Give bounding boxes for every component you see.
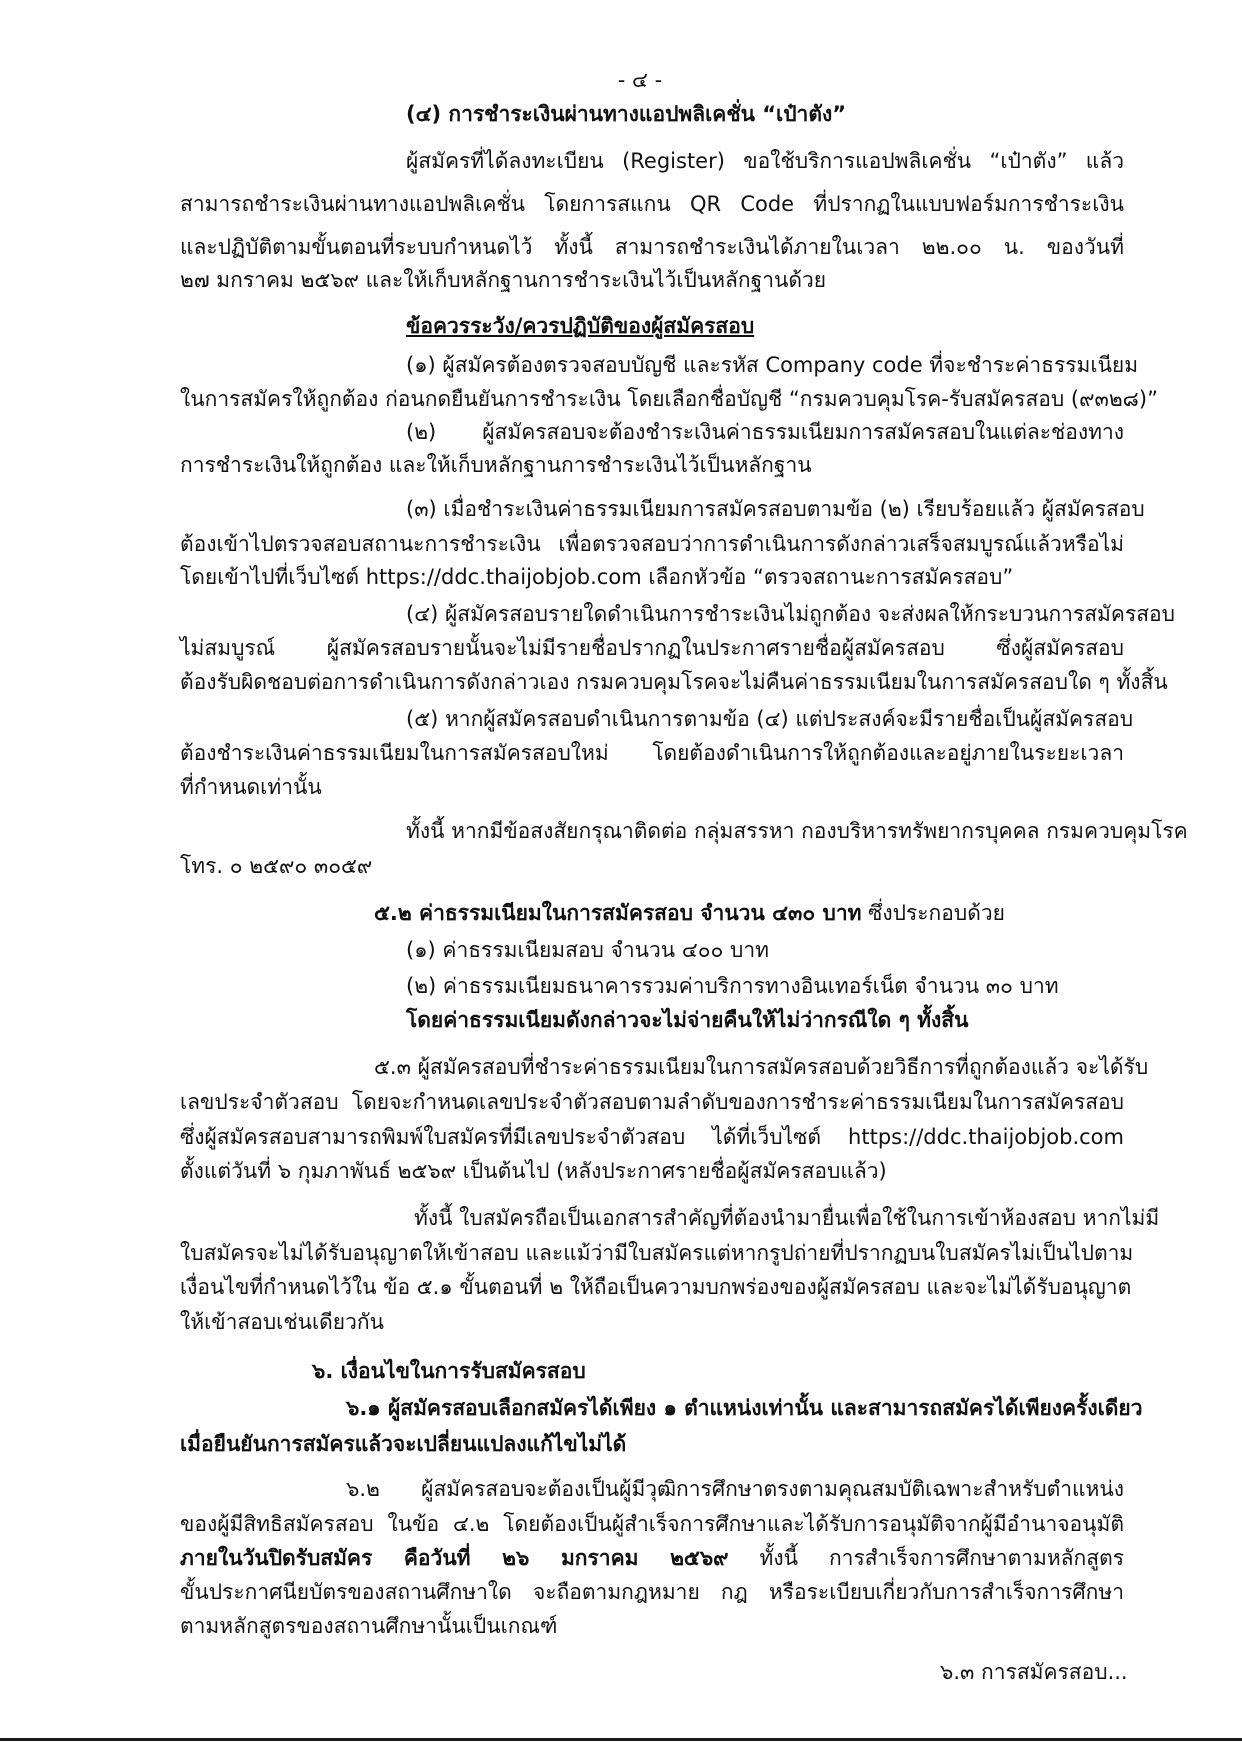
fee-heading-bold: ๕.๒ ค่าธรรมเนียมในการสมัครสอบ จำนวน ๔๓๐ บาท: [374, 901, 862, 925]
fee-heading-rest: ซึ่งประกอบด้วย: [861, 901, 1005, 925]
caution-line: ที่กำหนดเท่านั้น: [180, 775, 322, 799]
conditions-heading: ๖. เงื่อนไขในการรับสมัครสอบ: [312, 1359, 586, 1383]
cautions-heading: ข้อควรระวัง/ควรปฏิบัติของผู้สมัครสอบ: [406, 314, 755, 338]
fee-item: (๑) ค่าธรรมเนียมสอบ จำนวน ๔๐๐ บาท: [406, 938, 770, 962]
application-doc-line: ทั้งนี้ ใบสมัครถือเป็นเอกสารสำคัญที่ต้องนำมายื่นเพื่อใช้ในการเข้าห้องสอบ หากไม่มี: [414, 1206, 1160, 1230]
bottom-border-line: [0, 1738, 1242, 1741]
contact-line: ทั้งนี้ หากมีข้อสงสัยกรุณาติดต่อ กลุ่มสรรหา กองบริหารทรัพยากรบุคคล กรมควบคุมโรค: [406, 819, 1188, 843]
caution-line: การชำระเงินให้ถูกต้อง และให้เก็บหลักฐานการชำระเงินไว้เป็นหลักฐาน: [180, 453, 812, 477]
application-doc-line: ให้เข้าสอบเช่นเดียวกัน: [180, 1310, 384, 1334]
caution-line: (๓) เมื่อชำระเงินค่าธรรมเนียมการสมัครสอบตามข้อ (๒) เรียบร้อยแล้ว ผู้สมัครสอบ: [406, 497, 1145, 521]
paragraph-line: ผู้สมัครที่ได้ลงทะเบียน (Register) ขอใช้บริการแอปพลิเคชั่น “เป๋าตัง” แล้ว: [406, 149, 1124, 173]
closing-date-bold: ภายในวันปิดรับสมัคร คือวันที่ ๒๖ มกราคม ๒๕๖๙: [180, 1546, 729, 1570]
condition-line: ขั้นประกาศนียบัตรของสถานศึกษาใด จะถือตามกฎหมาย กฎ หรือระเบียบเกี่ยวกับการสำเร็จการศึกษา: [180, 1580, 1124, 1604]
continuation-marker: ๖.๓ การสมัครสอบ...: [940, 1660, 1128, 1684]
condition-line: ตามหลักสูตรของสถานศึกษานั้นเป็นเกณฑ์: [180, 1614, 558, 1638]
exam-id-line: ๕.๓ ผู้สมัครสอบที่ชำระค่าธรรมเนียมในการสมัครสอบด้วยวิธีการที่ถูกต้องแล้ว จะได้รับ: [374, 1055, 1149, 1079]
fee-note: โดยค่าธรรมเนียมดังกล่าวจะไม่จ่ายคืนให้ไม่ว่ากรณีใด ๆ ทั้งสิ้น: [406, 1008, 969, 1032]
exam-id-line: ซึ่งผู้สมัครสอบสามารถพิมพ์ใบสมัครที่มีเลขประจำตัวสอบ ได้ที่เว็บไซต์ https://ddc.thaijobjob.com: [180, 1125, 1124, 1149]
page-number: - ๔ -: [617, 68, 663, 92]
exam-id-line: เลขประจำตัวสอบ โดยจะกำหนดเลขประจำตัวสอบตามลำดับของการชำระค่าธรรมเนียมในการสมัครสอบ: [180, 1090, 1124, 1114]
condition-line: [180, 1542, 1124, 1574]
condition-line: เมื่อยืนยันการสมัครแล้วจะเปลี่ยนแปลงแก้ไขไม่ได้: [180, 1432, 627, 1456]
section-heading-paotang: (๔) การชำระเงินผ่านทางแอปพลิเคชั่น “เป๋าตัง”: [406, 102, 847, 126]
application-doc-line: ใบสมัครจะไม่ได้รับอนุญาตให้เข้าสอบ และแม้ว่ามีใบสมัครแต่หากรูปถ่ายที่ปรากฏบนใบสมัครไม่เป็นไปตาม: [180, 1241, 1134, 1265]
caution-line: ในการสมัครให้ถูกต้อง ก่อนกดยืนยันการชำระเงิน โดยเลือกชื่อบัญชี “กรมควบคุมโรค-รับสมัครสอบ (๙๓๒๘)”: [180, 387, 1158, 411]
condition-line: ๖.๑ ผู้สมัครสอบเลือกสมัครได้เพียง ๑ ตำแหน่งเท่านั้น และสามารถสมัครได้เพียงครั้งเดียว: [346, 1396, 1143, 1420]
contact-phone: โทร. ๐ ๒๕๙๐ ๓๐๕๙: [180, 854, 373, 878]
caution-line: (๒) ผู้สมัครสอบจะต้องชำระเงินค่าธรรมเนียมการสมัครสอบในแต่ละช่องทาง: [406, 420, 1124, 444]
caution-line: (๔) ผู้สมัครสอบรายใดดำเนินการชำระเงินไม่ถูกต้อง จะส่งผลให้กระบวนการสมัครสอบ: [406, 602, 1175, 626]
condition-text: ทั้งนี้ การสำเร็จการศึกษาตามหลักสูตร: [728, 1546, 1125, 1570]
application-doc-line: เงื่อนไขที่กำหนดไว้ใน ข้อ ๕.๑ ขั้นตอนที่ ๒ ให้ถือเป็นความบกพร่องของผู้สมัครสอบ และจะไม่ได้รับอนุญาต: [180, 1275, 1132, 1299]
caution-line: ต้องเข้าไปตรวจสอบสถานะการชำระเงิน เพื่อตรวจสอบว่าการดำเนินการดังกล่าวเสร็จสมบูรณ์แล้วหรือไม่: [180, 532, 1124, 556]
fee-item: (๒) ค่าธรรมเนียมธนาคารรวมค่าบริการทางอินเทอร์เน็ต จำนวน ๓๐ บาท: [406, 974, 1059, 998]
condition-line: ๖.๒ ผู้สมัครสอบจะต้องเป็นผู้มีวุฒิการศึกษาตรงตามคุณสมบัติเฉพาะสำหรับตำแหน่ง: [346, 1477, 1124, 1501]
caution-line: (๑) ผู้สมัครต้องตรวจสอบบัญชี และรหัส Company code ที่จะชำระค่าธรรมเนียม: [406, 353, 1139, 377]
caution-line: ต้องรับผิดชอบต่อการดำเนินการดังกล่าวเอง กรมควบคุมโรคจะไม่คืนค่าธรรมเนียมในการสมัครสอบใด ๆ ทั้งสิ้น: [180, 670, 1168, 694]
caution-line: โดยเข้าไปที่เว็บไซต์ https://ddc.thaijobjob.com เลือกหัวข้อ “ตรวจสถานะการสมัครสอบ”: [180, 565, 1014, 589]
caution-line: ต้องชำระเงินค่าธรรมเนียมในการสมัครสอบใหม่ โดยต้องดำเนินการให้ถูกต้องและอยู่ภายในระยะเวลา: [180, 741, 1124, 765]
fee-heading: [374, 897, 1005, 929]
paragraph-line: ๒๗ มกราคม ๒๕๖๙ และให้เก็บหลักฐานการชำระเงินไว้เป็นหลักฐานด้วย: [180, 268, 827, 292]
caution-line: (๕) หากผู้สมัครสอบดำเนินการตามข้อ (๔) แต่ประสงค์จะมีรายชื่อเป็นผู้สมัครสอบ: [406, 707, 1134, 731]
exam-id-line: ตั้งแต่วันที่ ๖ กุมภาพันธ์ ๒๕๖๙ เป็นต้นไป (หลังประกาศรายชื่อผู้สมัครสอบแล้ว): [180, 1159, 887, 1183]
caution-line: ไม่สมบูรณ์ ผู้สมัครสอบรายนั้นจะไม่มีรายชื่อปรากฏในประกาศรายชื่อผู้สมัครสอบ ซึ่งผู้สมัครสอบ: [180, 636, 1124, 660]
condition-line: ของผู้มีสิทธิสมัครสอบ ในข้อ ๔.๒ โดยต้องเป็นผู้สำเร็จการศึกษาและได้รับการอนุมัติจากผู้มีอำนาจอนุมัติ: [180, 1512, 1124, 1536]
paragraph-line: และปฏิบัติตามขั้นตอนที่ระบบกำหนดไว้ ทั้งนี้ สามารถชำระเงินได้ภายในเวลา ๒๒.๐๐ น. ของวันที่: [180, 235, 1124, 259]
paragraph-line: สามารถชำระเงินผ่านทางแอปพลิเคชั่น โดยการสแกน QR Code ที่ปรากฏในแบบฟอร์มการชำระเงิน: [180, 192, 1124, 216]
